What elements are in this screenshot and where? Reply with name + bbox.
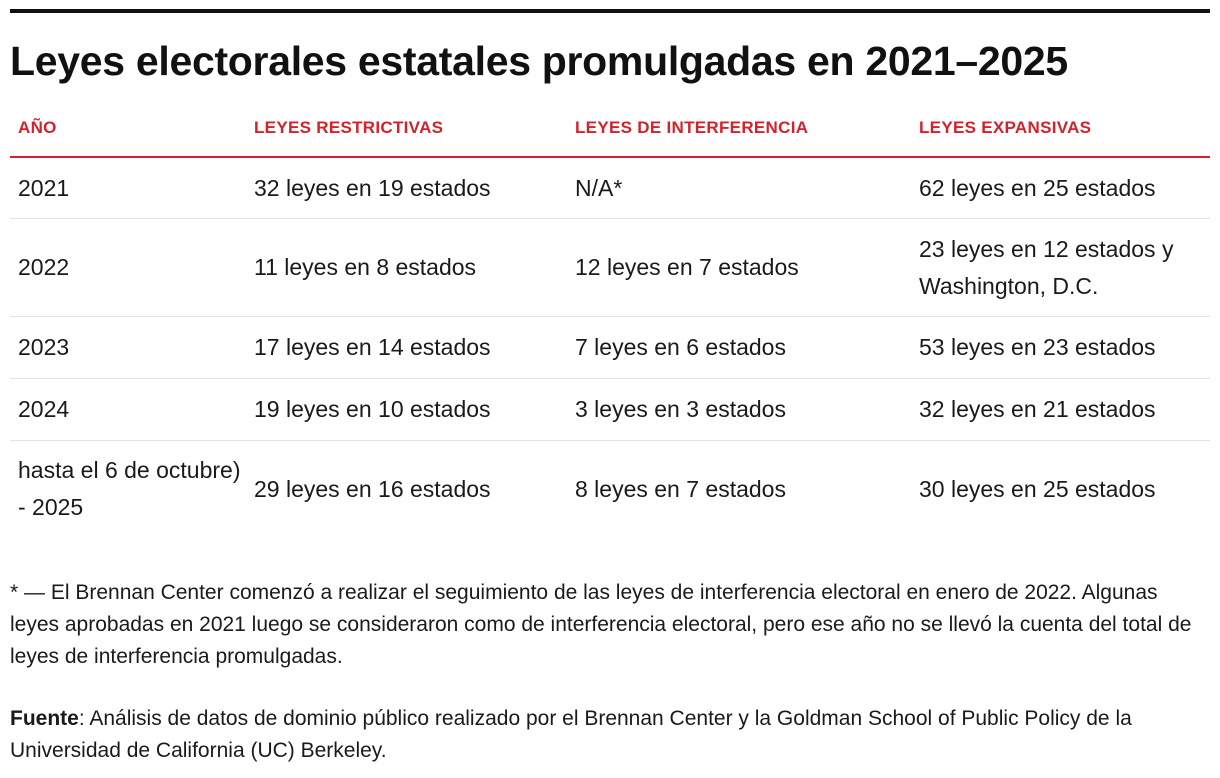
table-header-row (10, 100, 1210, 157)
table-row (10, 441, 1210, 538)
header-expansive: LEYES EXPANSIVAS (911, 100, 1210, 157)
source-label: Fuente (10, 707, 79, 730)
source-note (10, 703, 1210, 767)
cell-expansive: 30 leyes en 25 estados (919, 475, 1156, 502)
cell-expansive: 23 leyes en 12 estados y Washington, D.C. (911, 219, 1210, 317)
cell-restrictive: 17 leyes en 14 estados (246, 317, 567, 379)
header-year: AÑO (10, 100, 246, 157)
cell-year: 2021 (10, 157, 246, 219)
cell-interference: N/A* (567, 157, 911, 219)
header-interference: LEYES DE INTERFERENCIA (567, 100, 911, 157)
cell-year: 2023 (10, 317, 246, 379)
page-title: Leyes electorales estatales promulgadas en 2021–2025 (10, 38, 1068, 84)
cell-year: hasta el 6 de octubre) - 2025 (18, 457, 241, 520)
cell-year: 2024 (10, 379, 246, 441)
cell-restrictive: 32 leyes en 19 estados (246, 157, 567, 219)
cell-restrictive: 29 leyes en 16 estados (254, 475, 491, 502)
cell-expansive: 32 leyes en 21 estados (911, 379, 1210, 441)
cell-restrictive: 11 leyes en 8 estados (246, 219, 567, 317)
cell-interference: 12 leyes en 7 estados (567, 219, 911, 317)
table-row (10, 317, 1210, 379)
cell-expansive: 62 leyes en 25 estados (911, 157, 1210, 219)
laws-table (10, 100, 1210, 537)
cell-interference: 7 leyes en 6 estados (567, 317, 911, 379)
cell-interference: 3 leyes en 3 estados (567, 379, 911, 441)
footnote: * — El Brennan Center comenzó a realizar el seguimiento de las leyes de interferencia electoral en enero de 2022. Algunas leyes aprobadas en 2021 luego se consideraron como de interferencia electoral, pero ese año no se llevó la cuenta del total de leyes de interferencia promulgadas. (10, 581, 1192, 668)
top-rule (10, 9, 1210, 13)
source-text: : Análisis de datos de dominio público realizado por el Brennan Center y la Goldman School of Public Policy de la Universidad de California (UC) Berkeley. (10, 707, 1132, 762)
cell-interference: 8 leyes en 7 estados (575, 475, 786, 502)
cell-expansive: 53 leyes en 23 estados (911, 317, 1210, 379)
table-row (10, 219, 1210, 317)
table-row (10, 379, 1210, 441)
table-row (10, 157, 1210, 219)
header-restrictive: LEYES RESTRICTIVAS (246, 100, 567, 157)
cell-restrictive: 19 leyes en 10 estados (246, 379, 567, 441)
cell-year: 2022 (10, 219, 246, 317)
